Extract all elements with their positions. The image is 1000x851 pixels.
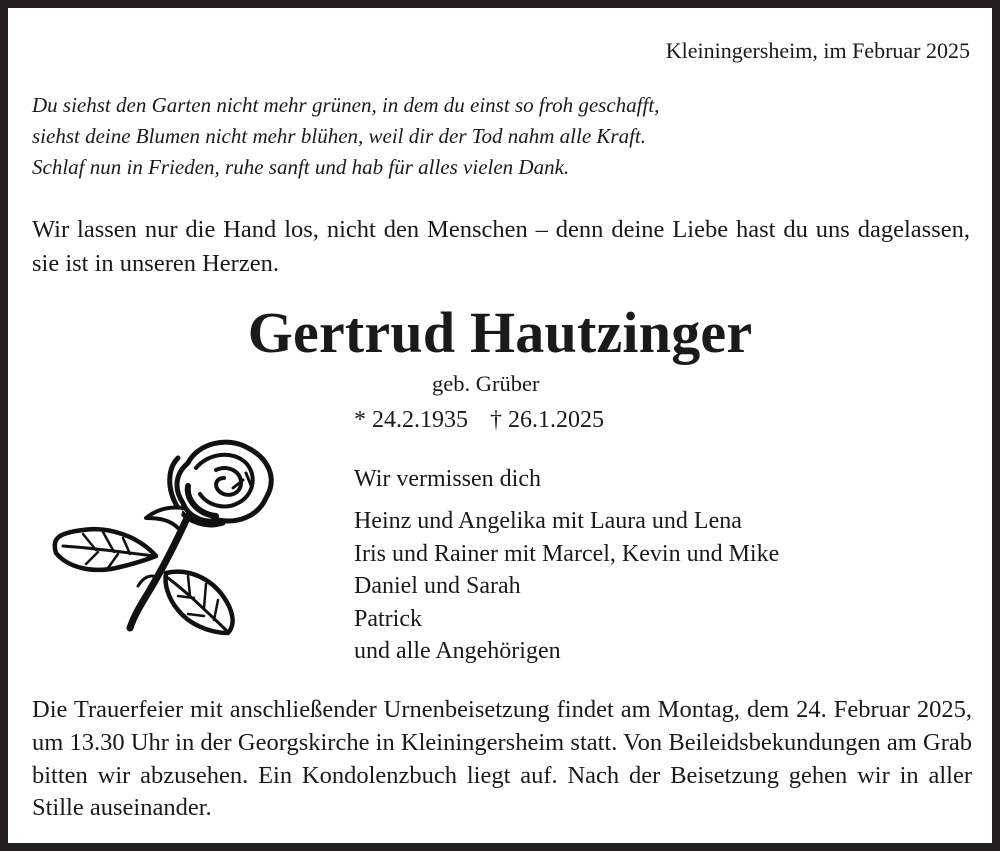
family-member: und alle Angehörigen bbox=[354, 638, 561, 665]
deceased-name: Gertrud Hautzinger bbox=[247, 300, 753, 365]
life-dates bbox=[354, 405, 604, 435]
death-date: † 26.1.2025 bbox=[490, 407, 604, 433]
family-member: Heinz und Angelika mit Laura und Lena bbox=[354, 508, 742, 534]
miss-line: Wir vermissen dich bbox=[354, 466, 541, 492]
poem-line: Du siehst den Garten nicht mehr grünen, in dem du einst so froh geschafft, bbox=[32, 93, 660, 117]
maiden-name: geb. Grüber bbox=[432, 371, 540, 396]
birth-date: * 24.2.1935 bbox=[354, 407, 468, 433]
intro-text: Wir lassen nur die Hand los, nicht den Menschen – denn deine Liebe hast du uns dagelassen, sie ist in unseren Herzen. bbox=[32, 216, 970, 277]
poem-line: Schlaf nun in Frieden, ruhe sanft und hab für alles vielen Dank. bbox=[32, 155, 570, 179]
family-member: Daniel und Sarah bbox=[354, 573, 521, 600]
rose-icon bbox=[38, 428, 278, 638]
family-member: Iris und Rainer mit Marcel, Kevin und Mike bbox=[354, 540, 780, 567]
family-member: Patrick bbox=[354, 605, 422, 632]
family-list bbox=[354, 505, 779, 668]
poem-line: siehst deine Blumen nicht mehr blühen, weil dir der Tod nahm alle Kraft. bbox=[32, 124, 647, 148]
place-date: Kleiningersheim, im Februar 2025 bbox=[665, 38, 970, 63]
poem bbox=[32, 90, 659, 183]
obituary-notice bbox=[8, 8, 992, 843]
ceremony-info: Die Trauerfeier mit anschließender Urnenbeisetzung findet am Montag, dem 24. Februar 2025, um 13.30 Uhr in der Georgskirche in Kleiningersheim statt. Von Beileidsbekundungen am Grab bitten wir abzusehen. Ein Kondolenzbuch liegt auf. Nach der Beisetzung gehen wir in aller Stille auseinander. bbox=[32, 696, 972, 822]
